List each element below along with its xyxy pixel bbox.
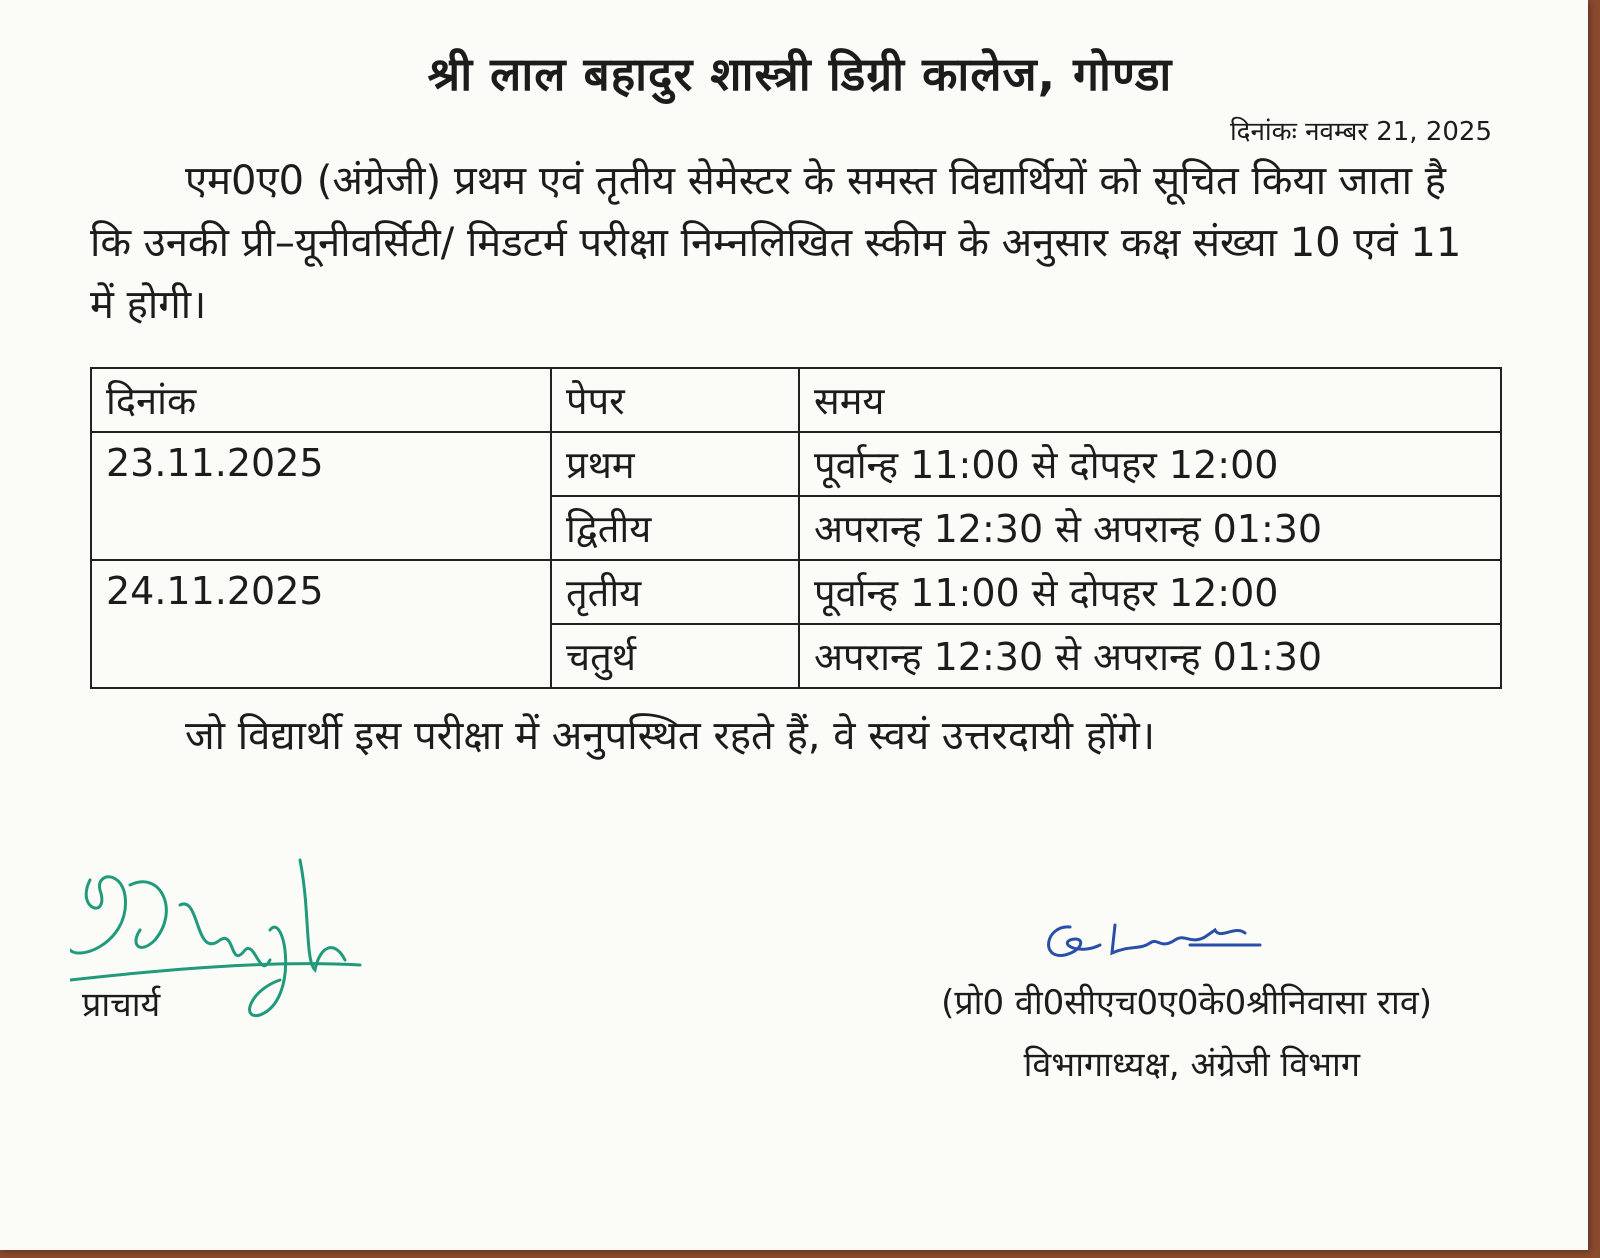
notice-date: दिनांकः नवम्बर 21, 2025 <box>1229 117 1492 147</box>
paper-cell: तृतीय <box>551 560 799 624</box>
department-head-name: (प्रो0 वी0सीएच0ए0के0श्रीनिवासा राव) <box>941 983 1432 1023</box>
header-paper: पेपर <box>551 368 799 432</box>
notice-paragraph-2 <box>90 705 1470 767</box>
time-cell: पूर्वान्ह 11:00 से दोपहर 12:00 <box>799 560 1501 624</box>
paper-cell: चतुर्थ <box>551 624 799 688</box>
date-cell: 24.11.2025 <box>91 560 551 688</box>
time-cell: पूर्वान्ह 11:00 से दोपहर 12:00 <box>799 432 1501 496</box>
table-header-row <box>91 368 1501 432</box>
paper-cell: प्रथम <box>551 432 799 496</box>
college-title: श्री लाल बहादुर शास्त्री डिग्री कालेज, गोण्डा <box>427 47 1173 101</box>
date-cell: 23.11.2025 <box>91 432 551 560</box>
header-time: समय <box>799 368 1501 432</box>
department-head-title: विभागाध्यक्ष, अंग्रेजी विभाग <box>1023 1045 1360 1085</box>
exam-schedule-table <box>90 367 1502 689</box>
paper-cell: द्वितीय <box>551 496 799 560</box>
notice-paragraph-2-text: जो विद्यार्थी इस परीक्षा में अनुपस्थित रहते हैं, वे स्वयं उत्तरदायी होंगे। <box>185 713 1155 759</box>
table-row <box>91 432 1501 496</box>
head-signature <box>1040 915 1280 975</box>
notice-paragraph-1 <box>90 150 1470 336</box>
time-cell: अपरान्ह 12:30 से अपरान्ह 01:30 <box>799 496 1501 560</box>
notice-paragraph-1-text: एम0ए0 (अंग्रेजी) प्रथम एवं तृतीय सेमेस्टर के समस्त विद्यार्थियों को सूचित किया जाता है कि उनकी प्री–यूनीवर्सिटी/ मिडटर्म परीक्षा निम्नलिखित स्कीम के अनुसार कक्ष संख्या 10 एवं 11 में होगी। <box>90 158 1462 328</box>
table-row <box>91 560 1501 624</box>
time-cell: अपरान्ह 12:30 से अपरान्ह 01:30 <box>799 624 1501 688</box>
principal-title: प्राचार्य <box>82 985 161 1025</box>
header-date: दिनांक <box>91 368 551 432</box>
